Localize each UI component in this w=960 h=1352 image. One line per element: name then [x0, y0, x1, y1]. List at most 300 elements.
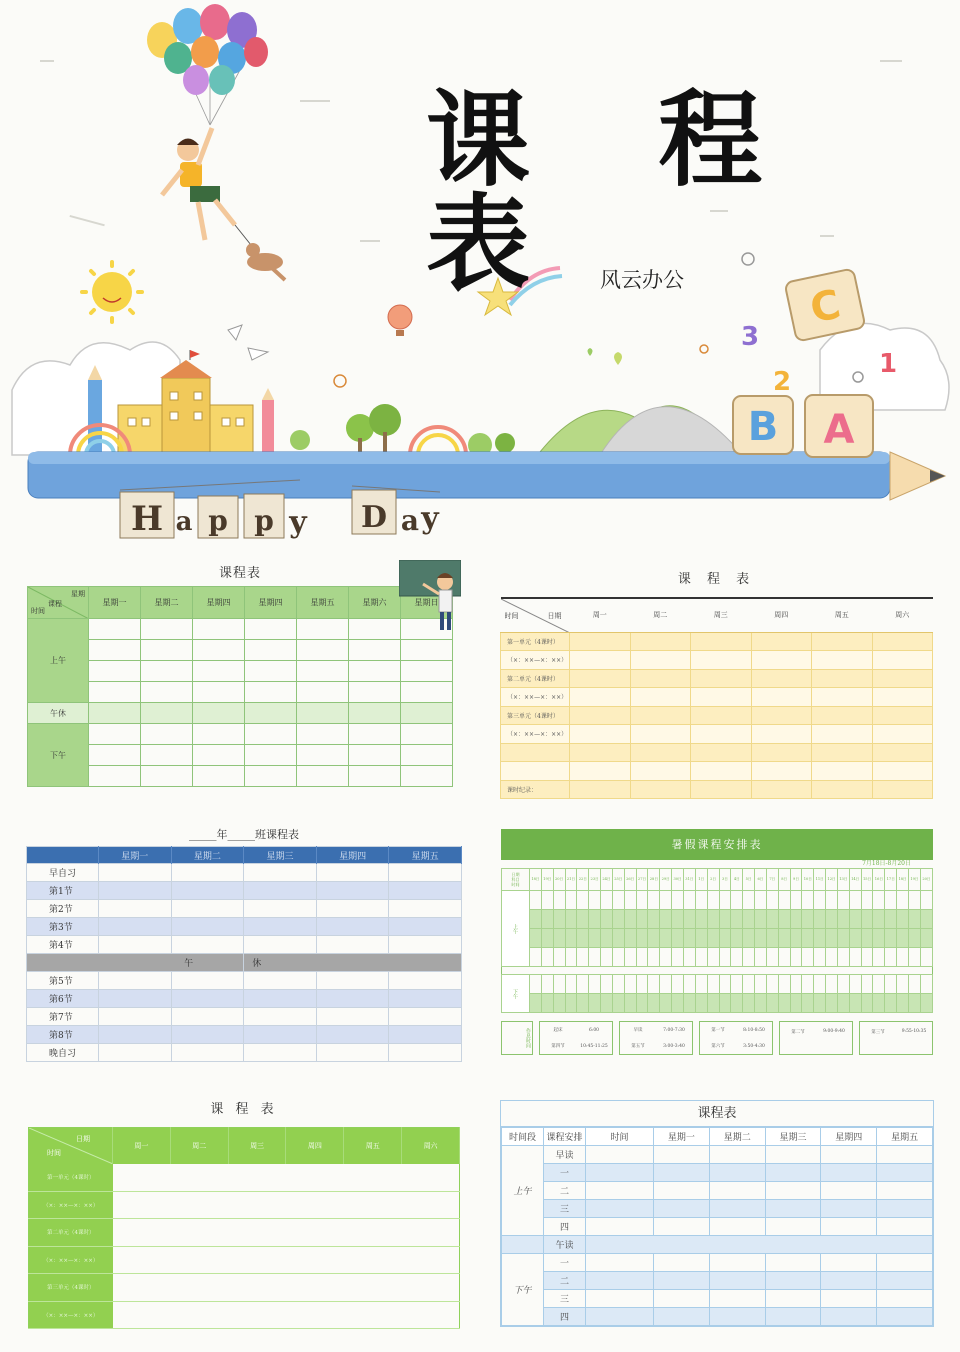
schedule-cell [695, 975, 707, 994]
schedule-cell [719, 910, 731, 929]
schedule-cell [601, 948, 613, 967]
rest-label-right: 休 [244, 954, 462, 972]
schedule-cell [802, 891, 814, 910]
teacher-illustration [399, 560, 461, 632]
schedule-cell [790, 910, 802, 929]
slot-label: 一 [544, 1164, 586, 1182]
block-letter-c: C [806, 281, 845, 333]
time-schedule-label: 作息时间 [501, 1021, 533, 1055]
schedule-cell [826, 975, 838, 994]
schedule-cell [731, 929, 743, 948]
schedule-cell [861, 929, 873, 948]
happy-letter-y: y [289, 505, 307, 540]
schedule-cell [766, 975, 778, 994]
corner-time: 时间 [47, 1148, 61, 1157]
schedule-cell [909, 994, 921, 1013]
schedule-cell [565, 910, 577, 929]
day-header: 星期六 [349, 587, 401, 619]
date-header: 31日 [683, 869, 695, 891]
row-label [501, 743, 570, 762]
schedule-cell [577, 975, 589, 994]
schedule-cell [530, 929, 542, 948]
corner-course: 课程 [48, 600, 62, 608]
corner-subject: 科目 [511, 877, 520, 882]
date-header: 5日 [743, 869, 755, 891]
schedule-cell [778, 948, 790, 967]
day-header: 星期二 [171, 847, 244, 864]
schedule-cell [837, 891, 849, 910]
date-header: 18日 [530, 869, 542, 891]
schedule-cell [920, 994, 932, 1013]
schedule-cell [873, 891, 885, 910]
row-label [501, 762, 570, 781]
slot-time: 6:00 [588, 1027, 600, 1033]
time-schedule [501, 1021, 933, 1055]
corner-cell [502, 869, 530, 891]
schedule-cell [589, 910, 601, 929]
schedule-cell [790, 948, 802, 967]
slot-name: 第三节 [871, 1029, 885, 1035]
date-header: 20日 [553, 869, 565, 891]
schedule-cell [885, 910, 897, 929]
row-label: （×：××—×：××） [501, 688, 570, 707]
schedule-cell [814, 948, 826, 967]
happy-letter-p1: p [208, 504, 228, 537]
schedule-cell [920, 975, 932, 994]
day-header: 星期四 [193, 587, 245, 619]
schedule-cell [814, 994, 826, 1013]
period-label: 第8节 [27, 1026, 99, 1044]
number-one: 1 [878, 349, 898, 379]
corner-date: 日期 [547, 612, 562, 620]
schedule-cell [577, 929, 589, 948]
schedule-cell [636, 994, 648, 1013]
date-header: 16日 [873, 869, 885, 891]
schedule-cell [814, 891, 826, 910]
hot-air-balloon [388, 305, 412, 336]
schedule-cell [695, 910, 707, 929]
noon-label: 午休 [28, 703, 89, 724]
am-label: 上午 [28, 619, 89, 703]
day-header: 周五 [344, 1128, 402, 1164]
table-title: 课 程 表 [210, 1102, 278, 1117]
period-label: 第3节 [27, 918, 99, 936]
schedule-cell [743, 975, 755, 994]
schedule-cell [849, 929, 861, 948]
schedule-cell [612, 929, 624, 948]
schedule-cell [636, 929, 648, 948]
schedule-cell [873, 994, 885, 1013]
schedule-cell [885, 975, 897, 994]
block-letter-a: A [823, 407, 855, 453]
date-header: 27日 [636, 869, 648, 891]
date-header: 8日 [778, 869, 790, 891]
day-header: 周一 [570, 598, 631, 632]
date-header: 1日 [695, 869, 707, 891]
dog-illustration [235, 225, 285, 280]
hills [540, 406, 740, 455]
day-header: 周一 [113, 1128, 171, 1164]
schedule-cell [707, 975, 719, 994]
block-letter-b: B [747, 404, 779, 450]
schedule-cell [861, 948, 873, 967]
schedule-cell [553, 910, 565, 929]
slot-time: 9:00-9:40 [823, 1029, 845, 1034]
slot-label: 四 [544, 1218, 586, 1236]
schedule-cell [565, 975, 577, 994]
schedule-cell [743, 891, 755, 910]
date-header: 21日 [565, 869, 577, 891]
date-header: 18日 [897, 869, 909, 891]
schedule-cell [601, 891, 613, 910]
schedule-cell [624, 948, 636, 967]
period-label: 第6节 [27, 990, 99, 1008]
schedule-cell [731, 948, 743, 967]
day-header: 星期四 [316, 847, 389, 864]
schedule-cell [849, 948, 861, 967]
corner-cell [501, 598, 570, 632]
row-label: 第三单元（4课时） [29, 1274, 113, 1302]
corner-day: 星期 [71, 590, 85, 598]
schedule-cell [695, 948, 707, 967]
notes-label: 课时纪录： [501, 780, 570, 799]
schedule-cell [565, 891, 577, 910]
corner-cell [27, 847, 99, 864]
timetable-green-1 [27, 562, 453, 787]
corner-time: 时间 [511, 882, 520, 887]
schedule-cell [778, 975, 790, 994]
schedule-cell [778, 929, 790, 948]
pm-label: 下午 [502, 1254, 544, 1326]
schedule-cell [577, 948, 589, 967]
day-header: 星期一 [99, 847, 172, 864]
paper-planes [228, 325, 268, 360]
schedule-cell [541, 929, 553, 948]
schedule-cell [601, 994, 613, 1013]
schedule-table [501, 1127, 933, 1326]
schedule-cell [909, 910, 921, 929]
schedule-cell [553, 929, 565, 948]
schedule-cell [672, 891, 684, 910]
slot-label: 三 [544, 1290, 586, 1308]
schedule-cell [790, 929, 802, 948]
schedule-cell [790, 975, 802, 994]
schedule-cell [589, 975, 601, 994]
row-label: （×：××—×：××） [29, 1191, 113, 1219]
slot-label: 二 [544, 1272, 586, 1290]
hero-banner [0, 0, 960, 545]
time-cell [539, 1021, 613, 1055]
schedule-cell [624, 891, 636, 910]
schedule-cell [814, 975, 826, 994]
row-label: 第一单元（4课时） [501, 632, 570, 651]
schedule-cell [909, 929, 921, 948]
schedule-cell [660, 994, 672, 1013]
schedule-cell [612, 948, 624, 967]
happy-letter-p2: p [254, 504, 274, 537]
day-header: 周三 [228, 1128, 286, 1164]
schedule-cell [624, 975, 636, 994]
table-title: 课程表 [501, 1101, 933, 1127]
schedule-cell [612, 910, 624, 929]
schedule-cell [672, 948, 684, 967]
schedule-cell [731, 994, 743, 1013]
schedule-cell [778, 910, 790, 929]
corner-cell [28, 587, 89, 619]
schedule-cell [873, 929, 885, 948]
schedule-cell [565, 948, 577, 967]
slot-time: 3:00-3:40 [663, 1043, 685, 1049]
spacer [502, 967, 933, 975]
schedule-cell [660, 891, 672, 910]
schedule-cell [861, 994, 873, 1013]
date-header: 17日 [885, 869, 897, 891]
date-header: 3日 [719, 869, 731, 891]
schedule-cell [636, 910, 648, 929]
schedule-cell [849, 891, 861, 910]
date-header: 12日 [826, 869, 838, 891]
col-header: 时间 [586, 1128, 654, 1146]
period-label: 第2节 [27, 900, 99, 918]
date-header: 2日 [707, 869, 719, 891]
schedule-cell [826, 891, 838, 910]
row-label: 第三单元（4课时） [501, 706, 570, 725]
schedule-cell [648, 994, 660, 1013]
schedule-cell [897, 910, 909, 929]
slot-label: 早读 [544, 1146, 586, 1164]
schedule-cell [802, 929, 814, 948]
slot-label: 三 [544, 1200, 586, 1218]
date-header: 29日 [660, 869, 672, 891]
day-letter-a: a [400, 504, 420, 537]
schedule-cell [601, 910, 613, 929]
pm-label: 下午 [502, 975, 530, 1013]
schedule-cell [541, 975, 553, 994]
day-header: 星期一 [89, 587, 141, 619]
schedule-cell [589, 948, 601, 967]
date-header: 26日 [624, 869, 636, 891]
table-title: 课程表 [218, 566, 261, 581]
schedule-cell [541, 994, 553, 1013]
schedule-cell [636, 891, 648, 910]
schedule-cell [530, 891, 542, 910]
schedule-cell [885, 948, 897, 967]
slot-name: 第二节 [791, 1029, 805, 1035]
schedule-cell [826, 948, 838, 967]
corner-time: 时间 [504, 612, 519, 620]
schedule-cell [743, 910, 755, 929]
date-header: 20日 [920, 869, 932, 891]
timetable-green-2 [28, 1098, 460, 1329]
sun-icon [82, 262, 142, 322]
day-header: 星期四 [821, 1128, 877, 1146]
row-label: （×：××—×：××） [501, 725, 570, 744]
schedule-cell [755, 910, 767, 929]
schedule-cell [766, 929, 778, 948]
day-header: 星期日 [401, 587, 453, 619]
period-label: 第7节 [27, 1008, 99, 1026]
summer-table [501, 868, 933, 1013]
schedule-cell [814, 929, 826, 948]
schedule-cell [660, 910, 672, 929]
schedule-cell [565, 994, 577, 1013]
schedule-cell [612, 891, 624, 910]
schedule-cell [683, 891, 695, 910]
period-label: 早自习 [27, 864, 99, 882]
date-range: 7月18日-8月20日 [862, 860, 911, 867]
slot-name: 第一节 [711, 1028, 725, 1033]
schedule-cell [755, 929, 767, 948]
period-label: 第1节 [27, 882, 99, 900]
happy-letter-a: a [175, 507, 193, 537]
schedule-cell [589, 891, 601, 910]
schedule-cell [672, 975, 684, 994]
schedule-cell [719, 948, 731, 967]
schedule-cell [577, 891, 589, 910]
date-header: 10日 [802, 869, 814, 891]
boy-illustration [162, 128, 235, 240]
table-title: _____年_____班课程表 [189, 828, 299, 841]
schedule-cell [683, 910, 695, 929]
day-header: 周三 [691, 598, 752, 632]
schedule-cell [589, 929, 601, 948]
schedule-cell [648, 891, 660, 910]
schedule-cell [920, 891, 932, 910]
row-label: （×：××—×：××） [29, 1301, 113, 1329]
schedule-cell [755, 948, 767, 967]
date-header: 23日 [589, 869, 601, 891]
schedule-cell [553, 891, 565, 910]
schedule-cell [660, 929, 672, 948]
schedule-cell [814, 910, 826, 929]
schedule-cell [530, 910, 542, 929]
schedule-cell [755, 994, 767, 1013]
date-header: 9日 [790, 869, 802, 891]
schedule-cell [589, 994, 601, 1013]
row-label: （×：××—×：××） [501, 651, 570, 670]
row-label: 第二单元（4课时） [29, 1219, 113, 1247]
schedule-cell [873, 975, 885, 994]
day-header: 周二 [630, 598, 691, 632]
schedule-cell [802, 910, 814, 929]
day-header: 周四 [286, 1128, 344, 1164]
schedule-cell [885, 929, 897, 948]
schedule-cell [897, 975, 909, 994]
schedule-table [27, 586, 453, 787]
schedule-cell [719, 929, 731, 948]
schedule-cell [731, 975, 743, 994]
date-header: 28日 [648, 869, 660, 891]
subtitle: 风云办公 [600, 268, 684, 292]
day-header: 星期四 [245, 587, 297, 619]
slot-name: 起床 [553, 1028, 563, 1033]
schedule-cell [778, 891, 790, 910]
schedule-cell [743, 948, 755, 967]
schedule-cell [861, 910, 873, 929]
slot-time: 10:45-11:25 [580, 1043, 608, 1049]
summer-schedule [501, 829, 933, 1055]
schedule-cell [530, 994, 542, 1013]
day-header: 星期三 [765, 1128, 821, 1146]
schedule-cell [672, 994, 684, 1013]
timetable-blue-2 [500, 1100, 934, 1327]
table-title: 课 程 表 [677, 572, 756, 587]
day-header: 星期五 [877, 1128, 933, 1146]
schedule-cell [648, 910, 660, 929]
schedule-cell [636, 948, 648, 967]
schedule-cell [683, 929, 695, 948]
schedule-cell [802, 994, 814, 1013]
schedule-cell [743, 994, 755, 1013]
schedule-cell [920, 910, 932, 929]
number-three: 3 [740, 322, 760, 352]
date-header: 7日 [766, 869, 778, 891]
schedule-cell [909, 975, 921, 994]
schedule-table [26, 846, 462, 1062]
time-cell [779, 1021, 853, 1055]
schedule-cell [897, 994, 909, 1013]
schedule-cell [766, 910, 778, 929]
schedule-cell [707, 994, 719, 1013]
balloons [147, 4, 268, 125]
schedule-cell [766, 994, 778, 1013]
schedule-cell [672, 910, 684, 929]
schedule-cell [577, 994, 589, 1013]
schedule-cell [861, 891, 873, 910]
schedule-cell [683, 948, 695, 967]
table-title: 暑假课程安排表 [501, 829, 933, 860]
schedule-cell [541, 891, 553, 910]
schedule-cell [541, 948, 553, 967]
schedule-cell [636, 975, 648, 994]
schedule-cell [802, 948, 814, 967]
day-header: 星期二 [141, 587, 193, 619]
schedule-cell [719, 891, 731, 910]
day-header: 周六 [402, 1128, 460, 1164]
rest-label-left: 午 [27, 954, 244, 972]
day-header: 周六 [872, 598, 933, 632]
timetable-yellow [500, 568, 933, 799]
day-letter-y: y [421, 501, 439, 536]
schedule-cell [837, 910, 849, 929]
schedule-cell [849, 910, 861, 929]
schedule-cell [541, 910, 553, 929]
schedule-table [500, 597, 933, 799]
schedule-cell [755, 891, 767, 910]
trees [290, 404, 515, 457]
slot-name: 第六节 [711, 1044, 725, 1049]
day-header: 星期三 [244, 847, 317, 864]
schedule-cell [695, 929, 707, 948]
schedule-cell [695, 891, 707, 910]
date-header: 15日 [861, 869, 873, 891]
am-label: 上午 [502, 1146, 544, 1236]
slot-label: 一 [544, 1254, 586, 1272]
number-two: 2 [772, 367, 792, 397]
corner-cell [29, 1128, 113, 1164]
day-header: 周四 [751, 598, 812, 632]
schedule-cell [553, 994, 565, 1013]
schedule-cell [707, 929, 719, 948]
schedule-cell [601, 975, 613, 994]
day-letter-d: D [360, 500, 388, 535]
schedule-cell [612, 975, 624, 994]
date-header: 11日 [814, 869, 826, 891]
schedule-cell [766, 891, 778, 910]
schedule-cell [577, 910, 589, 929]
schedule-cell [719, 975, 731, 994]
schedule-cell [909, 948, 921, 967]
